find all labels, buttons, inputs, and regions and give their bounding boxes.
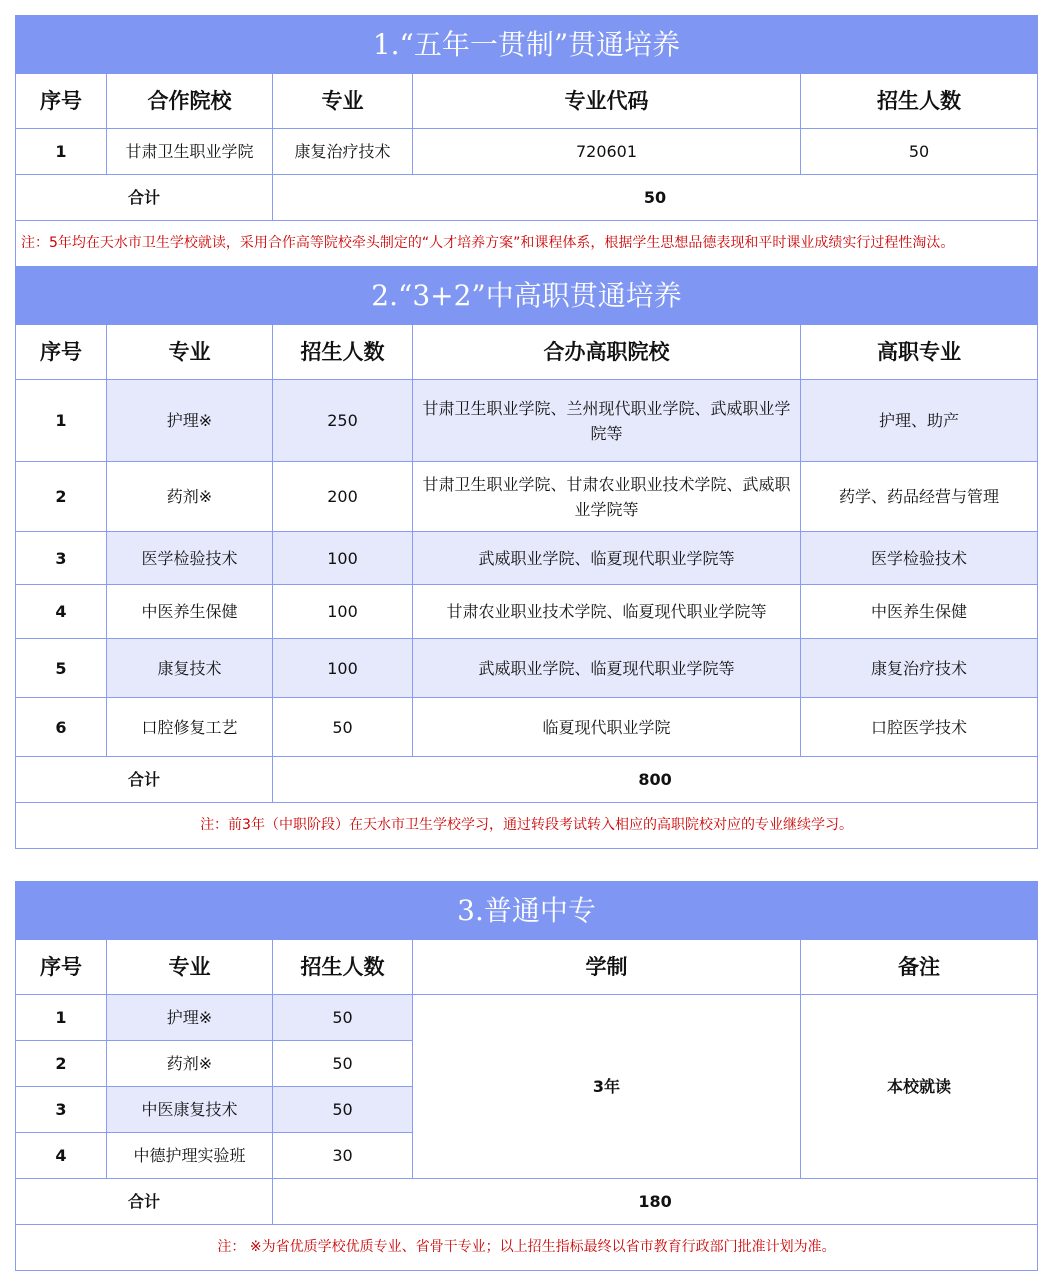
row-no: 3 [16,1087,107,1133]
count-cell: 50 [273,698,413,757]
schools-cell: 临夏现代职业学院 [413,698,801,757]
secondary-table [15,881,1038,1271]
major-cell: 药剂※ [107,462,273,532]
header-cell: 高职专业 [801,325,1038,380]
table-row [16,380,1038,462]
major-cell: 护理※ [107,380,273,462]
header-cell: 学制 [413,940,801,995]
count-cell: 30 [273,1133,413,1179]
header-cell: 序号 [16,74,107,129]
table-row [16,639,1038,698]
row-no: 1 [16,380,107,462]
table-row [16,698,1038,757]
schools-cell: 甘肃农业职业技术学院、临夏现代职业学院等 [413,585,801,639]
note: 注：前3年（中职阶段）在天水市卫生学校学习，通过转段考试转入相应的高职院校对应的专业继续学习。 [16,803,1038,849]
row-no: 4 [16,1133,107,1179]
table-row [16,129,1038,175]
header-cell: 专业代码 [413,74,801,129]
total-label: 合计 [16,757,273,803]
count-cell: 50 [273,1087,413,1133]
three-plus-two-table [15,266,1038,849]
header-cell: 备注 [801,940,1038,995]
note: 注： ※为省优质学校优质专业、省骨干专业；以上招生指标最终以省市教育行政部门批准计划为准。 [16,1225,1038,1271]
row-no: 6 [16,698,107,757]
major-cell: 医学检验技术 [107,532,273,585]
section-title: 2.“3+2”中高职贯通培养 [16,267,1038,325]
header-cell: 序号 [16,325,107,380]
total-value: 800 [273,757,1038,803]
header-cell: 招生人数 [273,325,413,380]
count-cell: 200 [273,462,413,532]
total-label: 合计 [16,1179,273,1225]
count-cell: 100 [273,532,413,585]
higher-major-cell: 中医养生保健 [801,585,1038,639]
total-value: 180 [273,1179,1038,1225]
note: 注：5年均在天水市卫生学校就读，采用合作高等院校牵头制定的“人才培养方案”和课程体系，根据学生思想品德表现和平时课业成绩实行过程性淘汰。 [16,221,1038,267]
table-row [16,462,1038,532]
row-no: 3 [16,532,107,585]
header-cell: 合办高职院校 [413,325,801,380]
header-cell: 合作院校 [107,74,273,129]
header-cell: 专业 [273,74,413,129]
count-cell: 100 [273,639,413,698]
section-title: 1.“五年一贯制”贯通培养 [16,16,1038,74]
major-cell: 康复技术 [107,639,273,698]
higher-major-cell: 医学检验技术 [801,532,1038,585]
major-cell: 药剂※ [107,1041,273,1087]
school-cell: 甘肃卫生职业学院 [107,129,273,175]
table-row [16,532,1038,585]
major-cell: 中医养生保健 [107,585,273,639]
row-no: 2 [16,462,107,532]
higher-major-cell: 护理、助产 [801,380,1038,462]
schools-cell: 甘肃卫生职业学院、甘肃农业职业技术学院、武威职业学院等 [413,462,801,532]
table-row [16,995,1038,1041]
header-cell: 专业 [107,940,273,995]
total-label: 合计 [16,175,273,221]
row-no: 4 [16,585,107,639]
code-cell: 720601 [413,129,801,175]
count-cell: 50 [801,129,1038,175]
schools-cell: 甘肃卫生职业学院、兰州现代职业学院、武威职业学院等 [413,380,801,462]
header-cell: 招生人数 [801,74,1038,129]
table-row [16,585,1038,639]
count-cell: 250 [273,380,413,462]
major-cell: 护理※ [107,995,273,1041]
major-cell: 中医康复技术 [107,1087,273,1133]
header-cell: 序号 [16,940,107,995]
major-cell: 康复治疗技术 [273,129,413,175]
row-no: 5 [16,639,107,698]
count-cell: 50 [273,995,413,1041]
section-title: 3.普通中专 [16,882,1038,940]
higher-major-cell: 康复治疗技术 [801,639,1038,698]
duration-cell: 3年 [413,995,801,1179]
five-year-table [15,15,1038,267]
header-cell: 专业 [107,325,273,380]
higher-major-cell: 口腔医学技术 [801,698,1038,757]
row-no: 2 [16,1041,107,1087]
row-no: 1 [16,995,107,1041]
remark-cell: 本校就读 [801,995,1038,1179]
row-no: 1 [16,129,107,175]
count-cell: 50 [273,1041,413,1087]
major-cell: 口腔修复工艺 [107,698,273,757]
header-cell: 招生人数 [273,940,413,995]
higher-major-cell: 药学、药品经营与管理 [801,462,1038,532]
count-cell: 100 [273,585,413,639]
schools-cell: 武威职业学院、临夏现代职业学院等 [413,532,801,585]
major-cell: 中德护理实验班 [107,1133,273,1179]
total-value: 50 [273,175,1038,221]
schools-cell: 武威职业学院、临夏现代职业学院等 [413,639,801,698]
